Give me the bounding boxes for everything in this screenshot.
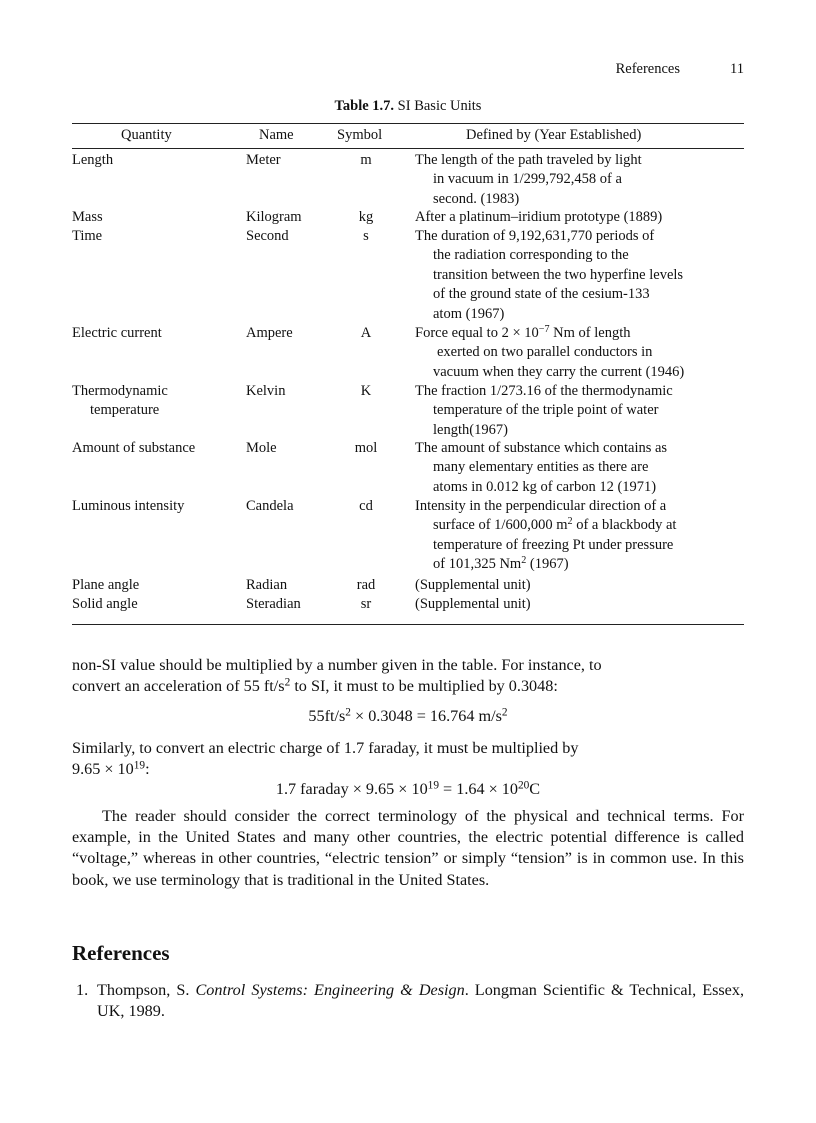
superscript: 20 [517,779,530,792]
definition-line: atom (1967) [433,305,505,322]
quantity-line: temperature [90,402,160,419]
cell-definition [415,208,747,227]
definition-line: the radiation corresponding to the [433,247,629,264]
col-header-name: Name [259,127,294,143]
cell-quantity: Amount of substance [72,440,196,456]
paragraph-text: convert an acceleration of 55 ft/s [72,677,285,696]
paragraph-line [72,759,744,780]
cell-name: Ampere [246,325,293,341]
table-caption [72,97,744,115]
paragraph-line [72,676,744,697]
superscript: 2 [521,555,527,567]
cell-name: Kelvin [246,383,286,399]
cell-definition [415,324,747,382]
definition-line: transition between the two hyperfine levels [433,266,684,283]
superscript: 2 [284,676,291,689]
definition-line: After a platinum–iridium prototype (1889) [415,209,663,225]
definition-line: temperature of freezing Pt under pressure [433,536,674,553]
definition-text: of a blackbody at [572,517,677,534]
table-bottom-rule [72,624,744,625]
paragraph-text: 9.65 × 10 [72,760,134,779]
equation-text: 1.7 faraday × 9.65 × 10 [275,780,428,798]
page-number: 11 [730,61,744,77]
col-header-symbol: Symbol [337,127,383,143]
quantity-line: Thermodynamic [72,383,168,399]
definition-line [415,325,630,341]
cell-quantity: Mass [72,209,103,225]
paragraph-line: Similarly, to convert an electric charge of 1.7 faraday, it must be multiplied by [72,739,579,757]
body-paragraph [72,655,744,697]
cell-symbol: rad [356,577,376,593]
cell-name: Steradian [246,596,301,612]
cell-quantity: Electric current [72,325,162,341]
definition-line: The duration of 9,192,631,770 periods of [415,228,655,244]
table-caption-text: SI Basic Units [397,98,482,114]
equation-text: × 0.3048 = 16.764 m/s [350,707,502,725]
cell-name: Mole [246,440,277,456]
equation-text: = 1.64 × 10 [439,780,518,798]
reference-work-title: Control Systems: Engineering & Design [195,981,465,999]
superscript: 19 [133,759,146,772]
cell-symbol: mol [354,440,378,456]
cell-quantity: Solid angle [72,596,138,612]
equation [72,706,744,727]
definition-line: in vacuum in 1/299,792,458 of a [433,171,622,188]
cell-name: Meter [246,152,281,168]
definition-line: second. (1983) [433,190,520,207]
cell-symbol: cd [359,498,373,514]
cell-quantity [72,382,244,421]
definition-text: Force equal to 2 × 10 [415,325,539,341]
reference-publisher: . Longman Scientific & Technical, Essex, UK, 1989. [97,981,745,1021]
superscript: 19 [427,779,439,792]
table-caption-label: Table 1.7. [334,98,395,114]
section-title: References [72,941,170,965]
definition-text: (1967) [526,556,569,573]
reference-text [97,980,744,1022]
cell-symbol: K [360,383,372,399]
definition-line: The fraction 1/273.16 of the thermodynamic [415,383,673,399]
definition-line [415,555,747,574]
cell-symbol: m [360,152,372,168]
definition-line: of the ground state of the cesium-133 [433,286,650,303]
cell-symbol: kg [358,209,374,225]
superscript: −7 [538,323,550,335]
cell-definition [415,382,747,440]
cell-symbol: A [360,325,372,341]
cell-quantity: Time [72,228,103,244]
running-head-title: References [615,61,680,77]
definition-line: The amount of substance which contains as [415,440,668,456]
table-header-rule [72,148,744,149]
definition-line: exerted on two parallel conductors in [437,344,653,361]
definition-line: many elementary entities as there are [433,459,649,476]
definition-line: atoms in 0.012 kg of carbon 12 (1971) [433,478,657,495]
body-paragraph [72,738,744,780]
definition-line: The length of the path traveled by light [415,152,642,168]
cell-definition [415,227,747,324]
col-header-quantity: Quantity [121,127,172,143]
paragraph-text: to SI, it must to be multiplied by 0.3048: [290,677,558,696]
cell-definition [415,439,747,497]
cell-symbol: sr [360,596,372,612]
cell-definition [415,576,747,595]
definition-line: Intensity in the perpendicular direction of a [415,498,667,514]
definition-line: (Supplemental unit) [415,596,531,612]
equation-text: C [529,780,541,798]
col-header-definition: Defined by (Year Established) [466,127,642,143]
definition-line [415,516,747,535]
equation [72,779,744,800]
cell-definition [415,595,747,614]
definition-line: (Supplemental unit) [415,577,531,593]
cell-quantity: Length [72,152,114,168]
reference-author: Thompson, S. [97,981,196,999]
definition-line: vacuum when they carry the current (1946) [433,363,685,380]
cell-name: Candela [246,498,294,514]
cell-definition [415,151,747,209]
table-top-rule [72,123,744,124]
superscript: 2 [501,706,508,719]
reference-number: 1. [76,981,89,999]
equation-text: 55ft/s [308,707,346,725]
cell-quantity: Luminous intensity [72,498,185,514]
superscript: 2 [567,516,573,528]
cell-name: Radian [246,577,288,593]
cell-name: Kilogram [246,209,302,225]
paragraph-text: : [145,760,150,779]
cell-definition [415,497,747,575]
cell-quantity: Plane angle [72,577,140,593]
definition-text: Nm of length [549,325,631,341]
definition-line: temperature of the triple point of water [433,402,659,419]
cell-name: Second [246,228,289,244]
definition-text: of 101,325 Nm [433,556,522,573]
body-paragraph: The reader should consider the correct terminology of the physical and technical terms. For example, in the United States and many other countries, the electric potential difference is called “voltage,” whereas in other countries, “electric tension” or simply “tension” is in common use. In this book, we use terminology that is traditional in the United States. [72,807,744,889]
definition-line: length(1967) [433,421,508,438]
superscript: 2 [345,706,351,719]
cell-symbol: s [363,228,369,244]
paragraph-line: non-SI value should be multiplied by a number given in the table. For instance, to [72,656,602,674]
definition-text: surface of 1/600,000 m [433,517,568,534]
reference-item [72,980,744,1022]
